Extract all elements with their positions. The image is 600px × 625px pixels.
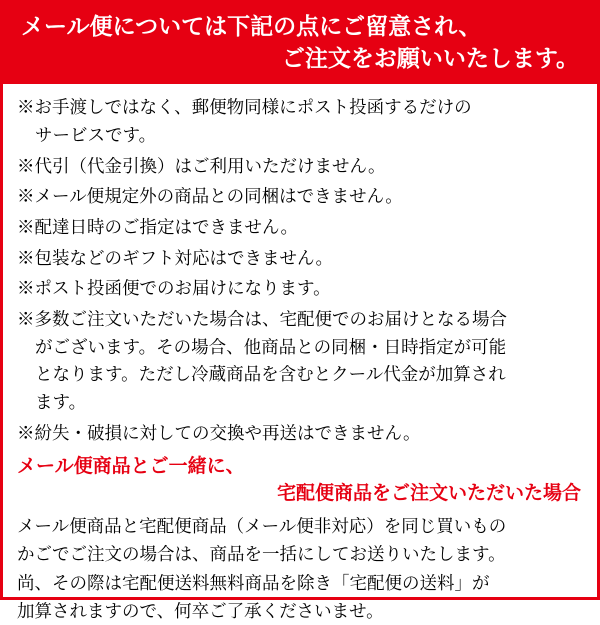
combined-order-heading-line-1: メール便商品とご一緒に、 <box>17 456 245 478</box>
paragraph-line: かごでご注文の場合は、商品を一括にしてお送りいたします。 <box>17 544 506 565</box>
paragraph-line: 加算されますので、何卒ご了承くださいませ。 <box>17 601 384 622</box>
combined-order-paragraph <box>17 512 583 625</box>
note-item <box>17 214 583 242</box>
note-item <box>17 245 583 273</box>
combined-order-heading <box>17 454 583 508</box>
note-line: 包装などのギフト対応はできません。 <box>34 247 334 268</box>
notice-header-banner <box>3 3 597 84</box>
note-marker: ※ <box>17 422 35 443</box>
note-marker: ※ <box>17 278 35 299</box>
note-item <box>17 153 583 181</box>
note-line: お手渡しではなく、郵便物同様にポスト投函するだけの <box>34 97 472 118</box>
paragraph-line: メール便商品と宅配便商品（メール便非対応）を同じ買いもの <box>17 516 507 537</box>
note-marker: ※ <box>17 308 35 329</box>
note-line: 配達日時のご指定はできません。 <box>34 217 299 238</box>
note-line: 代引（代金引換）はご利用いただけません。 <box>34 155 386 176</box>
note-line: 紛失・破損に対しての交換や再送はできません。 <box>34 422 421 443</box>
combined-order-heading-line-2: 宅配便商品をご注文いただいた場合 <box>276 483 581 505</box>
note-item <box>17 420 583 448</box>
note-marker: ※ <box>17 217 35 238</box>
note-marker: ※ <box>17 155 35 176</box>
note-marker: ※ <box>17 247 35 268</box>
note-line: がございます。その場合、他商品との同梱・日時指定が可能 <box>35 336 507 357</box>
note-item <box>17 306 583 417</box>
header-title-line-1: メール便については下記の点にご留意され、 <box>21 13 482 39</box>
paragraph-line: 尚、その際は宅配便送料無料商品を除き「宅配便の送料」が <box>17 572 490 593</box>
note-line: 多数ご注文いただいた場合は、宅配便でのお届けとなる場合 <box>34 308 507 329</box>
note-item <box>17 94 583 149</box>
notice-body <box>3 84 597 625</box>
note-line: ポスト投函便でのお届けになります。 <box>34 278 331 299</box>
note-line: メール便規定外の商品との同梱はできません。 <box>34 186 403 207</box>
note-marker: ※ <box>17 186 35 207</box>
note-line: サービスです。 <box>35 125 157 146</box>
note-marker: ※ <box>17 97 35 118</box>
note-item <box>17 183 583 211</box>
note-line: ます。 <box>35 391 87 412</box>
note-item <box>17 275 583 303</box>
note-line: となります。ただし冷蔵商品を含むとクール代金が加算され <box>35 364 506 385</box>
header-title-line-2: ご注文をお願いいたします。 <box>281 44 579 71</box>
